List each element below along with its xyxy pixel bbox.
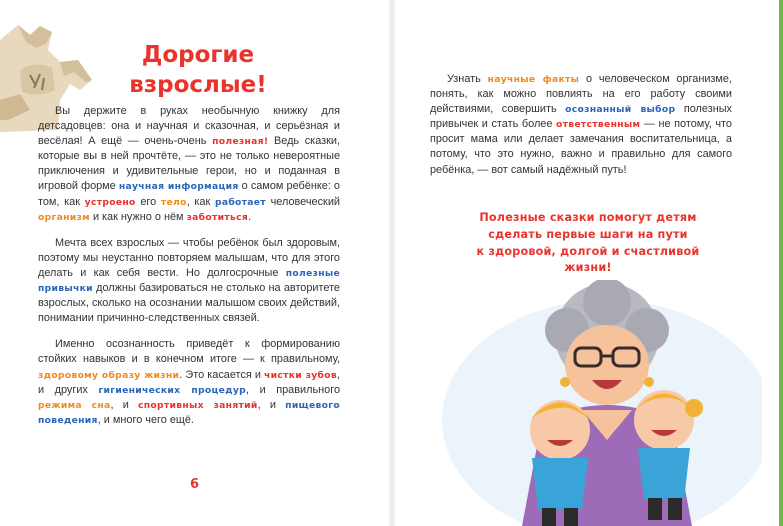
text-run: полезных привычек и стать более [430,103,733,131]
page-number: 6 [190,477,200,492]
highlighted-term: осознанный выбор [565,104,676,116]
highlighted-term: организм [38,211,90,223]
text-run: о самом ребёнке: о том, как [38,180,340,208]
text-run: Узнать [447,73,488,85]
text-run: , и правильного [246,383,340,396]
callout-line: сделать первые шаги на пути [488,227,688,241]
highlighted-term: режима сна [38,399,111,411]
highlighted-term: работает [214,196,266,208]
highlighted-term: спортивных занятий [138,399,258,411]
paragraph-intro [38,104,340,225]
text-run: Ведь сказки, которые вы в ней прочтёте, — это не только невероятные приключения и удивительные герои, но и поданная в игровой форме [38,135,340,193]
highlighted-term: чистки зубов [264,369,337,381]
right-text-column [430,72,732,189]
left-text-column [38,104,340,439]
page-title [118,40,278,100]
text-run: о человеческом организме, понять, как можно повлиять на его работу своими действиями, совершить [430,73,732,116]
callout-line: жизни! [564,261,612,275]
text-run: его [135,195,161,208]
page-edge-stripe [779,0,783,526]
callout-line: к здоровой, долгой и счастливой [476,244,700,258]
paragraph-awareness [38,337,340,428]
paragraph-learn [430,72,732,178]
highlighted-term: полезная! [212,136,269,148]
highlighted-term: научные факты [487,74,580,85]
highlighted-term: научная информация [118,181,239,193]
text-run: , и [110,398,139,411]
right-page [392,0,783,526]
text-run: , как [186,195,215,208]
highlighted-term: ответственным [556,119,641,131]
text-run: человеческий [265,195,340,208]
title-line: Дорогие [141,42,255,68]
grandmother-children-illustration [432,280,762,526]
text-run: . [248,210,252,223]
callout-text [458,210,718,277]
text-run: и как нужно о нём [89,210,187,223]
highlighted-term: здоровому образу жизни [38,369,180,381]
highlighted-term: заботиться [186,211,249,223]
callout-line: Полезные сказки помогут детям [479,211,697,224]
text-run: Вы держите в руках необычную книжку для детсадовцев: она и научная и сказочная, и серьёзная и весёлая! А ещё — очень-очень [38,105,340,148]
highlighted-term: пищевого поведения [38,399,340,426]
text-run: , и других [38,368,340,396]
text-run: Именно осознанность приведёт к формированию стойких навыков и в конечном итоге — к правильному, [38,338,340,366]
text-run: — не потому, что просит мама или делает замечания воспитательница, а потому, что это нужно, важно и правильно для самого ребёнка, — вот самый надёжный путь! [430,118,732,176]
text-run: . Это касается и [179,368,265,381]
highlighted-term: гигиенических процедур [98,384,247,396]
text-run: , и много чего ещё. [97,413,194,426]
highlighted-term: устроено [84,196,136,208]
text-run: Мечта всех взрослых — чтобы ребёнок был здоровым, поэтому мы неустанно повторяем малышам, что для этого делать и как себя вести. Но долгосрочные [38,236,340,279]
title-line: взрослые! [129,72,267,98]
text-run: должны базироваться не столько на авторитете взрослых, сколько на осознании малышом своих действий, понимании причинно-следственных связей. [38,282,340,325]
highlighted-term: тело [160,196,187,208]
text-run: , и [257,398,286,411]
highlighted-term: полезные привычки [38,267,340,295]
paragraph-dream [38,236,340,327]
